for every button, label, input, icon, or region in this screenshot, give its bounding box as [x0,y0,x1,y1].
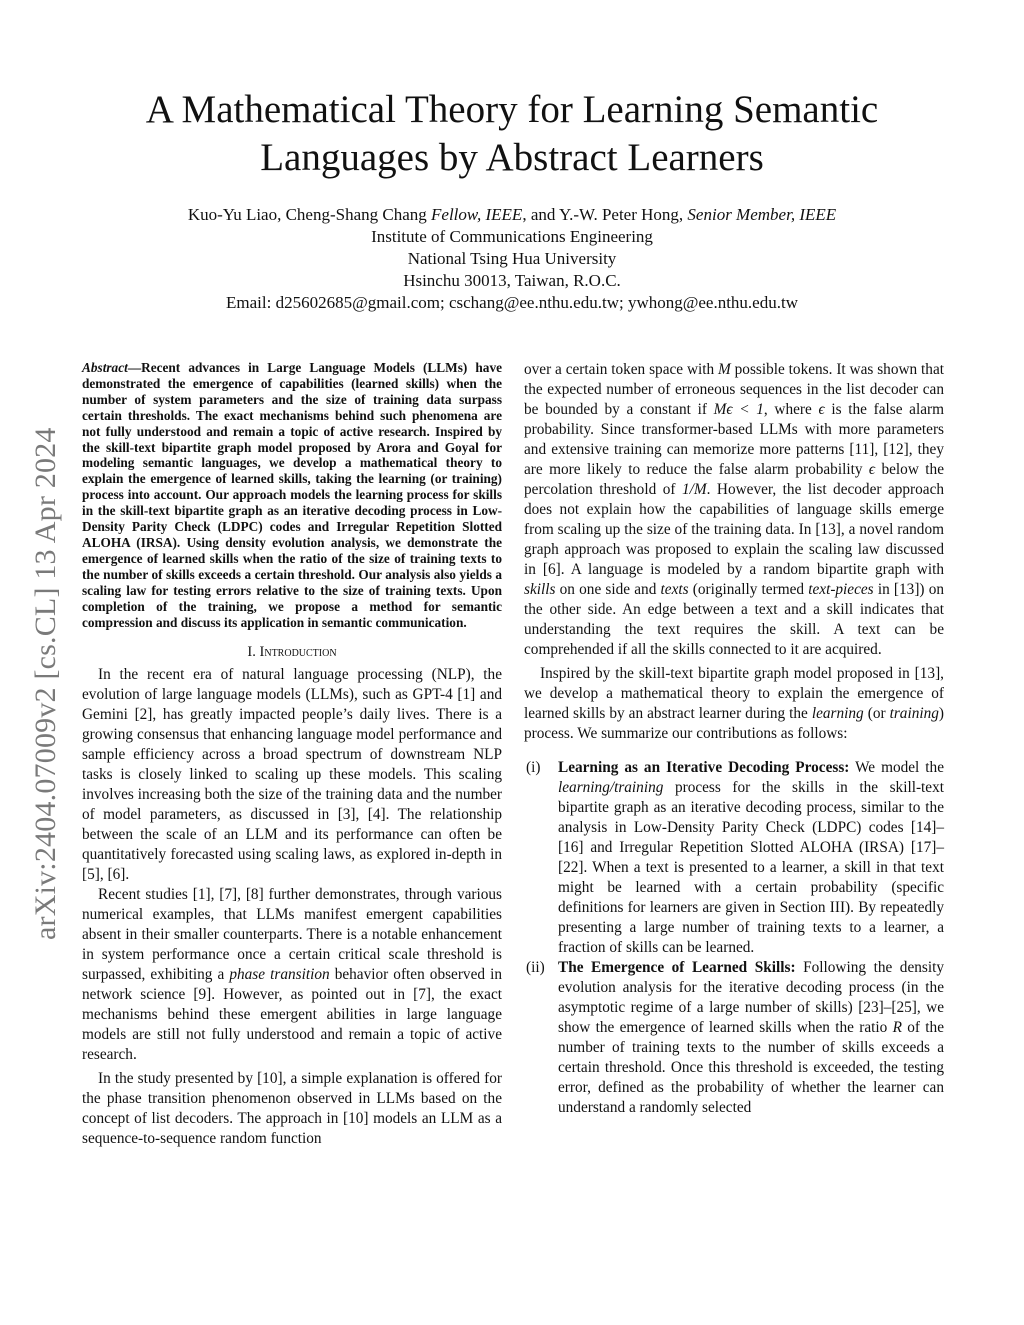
paper-title [80,86,944,182]
left-column [82,360,502,1149]
list-item: (i) Learning as an Iterative Decoding Process: We model the learning/training process for the skills in the skill-text bipartite graph as an iterative decoding process, similar to the analysis in Low-Density Parity Check (LDPC) codes [14]–[16] and Irregular Repetition Slotted ALOHA (IRSA) [17]–[22]. When a text is presented to a learner, a skill in that text might be learned with a certain probability (specific definitions for learners are given in Section III). By repeatedly presenting a large number of training texts to a learner, a fraction of skills can be learned. [526,759,944,956]
list-item-number: (ii) [526,959,545,976]
right-paragraph-1: over a certain token space with M possible tokens. It was shown that the expected number of erroneous sequences in the list decoder can be bounded by a constant if Mϵ < 1, where ϵ is the false alarm probability. Since transformer-based LLMs with more parameters and extensive training can memorize more patterns [11], [12], they are more likely to reduce the false alarm probability ϵ below the percolation threshold of 1/M. However, the list decoder approach does not explain how the capabilities of language skills emerge from scaling up the size of the training data. In [13], a novel random graph approach was proposed to explain the scaling law discussed in [6]. A language is modeled by a random bipartite graph with skills on one side and texts (originally termed text-pieces in [13]) on the other side. An edge between a text and a skill indicates that understanding the text requires the skill. A text can be comprehended if all the skills connected to it are acquired. [524,361,945,658]
list-item: (ii) The Emergence of Learned Skills: Following the density evolution analysis for the iterative decoding process (in the asymptotic regime of a large number of skills) [23]–[25], we show the emergence of learned skills when the ratio R of the number of training texts to the number of skills exceeds a certain threshold. Once this threshold is exceeded, the testing error, defined as the probability of whether the learner can understand a randomly selected [526,959,944,1116]
list-item-heading: The Emergence of Learned Skills: [558,959,796,976]
list-item-heading: Learning as an Iterative Decoding Process: [558,759,850,776]
intro-paragraph-3: In the study presented by [10], a simple explanation is offered for the phase transition phenomenon observed in LLMs based on the concept of list decoders. The approach in [10] models an LLM as a sequence-to-sequence random function [82,1070,502,1148]
affiliation-line-2: National Tsing Hua University [407,249,617,268]
author-block [80,204,944,314]
list-item-number: (i) [526,759,541,776]
intro-paragraph-1: In the recent era of natural language processing (NLP), the evolution of large language models (LLMs), such as GPT-4 [1] and Gemini [2], has greatly impacted people’s daily lives. There is a growing consensus that enhancing language model performance and sample efficiency across a broad spectrum of downstream NLP tasks is closely linked to scaling up these models. This scaling involves increasing both the size of the training data and the number of model parameters, as discussed in [3], [4]. The relationship between the scale of an LLM and its performance can often be quantitatively forecasted using scaling laws, as explored in-depth in [5], [6]. [82,666,502,884]
author-line: Kuo-Yu Liao, Cheng-Shang Chang Fellow, IEEE, and Y.-W. Peter Hong, Senior Member, IEEE [187,205,837,224]
email-line: Email: d25602685@gmail.com; cschang@ee.nthu.edu.tw; ywhong@ee.nthu.edu.tw [226,293,798,312]
abstract-text: —Recent advances in Large Language Models (LLMs) have demonstrated the emergence of capabilities (learned skills) when the number of system parameters and the size of training data surpass certain thresholds. The exact mechanisms behind such phenomena are not fully understood and remain a topic of active research. Inspired by the skill-text bipartite graph model proposed by Arora and Goyal for modeling semantic languages, we develop a mathematical theory to explain the emergence of learned skills, taking the learning (or training) process into account. Our approach models the learning process for skills in the skill-text bipartite graph as an iterative decoding process in Low-Density Parity Check (LDPC) codes and Irregular Repetition Slotted ALOHA (IRSA). Using density evolution analysis, we demonstrate the emergence of learned skills when the ratio of the size of training texts to the number of skills exceeds a certain threshold. Our analysis also yields a scaling law for testing errors relative to the size of training texts. Upon completion of the training, we propose a method for semantic compression and discuss its application in semantic communication. [82,360,502,630]
title-line-2: Languages by Abstract Learners [260,136,764,179]
arxiv-stamp: arXiv:2404.07009v2 [cs.CL] 13 Apr 2024 [29,427,62,940]
section-heading-introduction: I. Introduction [247,644,337,661]
affiliation-line-3: Hsinchu 30013, Taiwan, R.O.C. [403,271,621,290]
right-paragraph-2: Inspired by the skill-text bipartite graph model proposed in [13], we develop a mathematical theory to explain the emergence of learned skills by an abstract learner during the learning (or training) process. We summarize our contributions as follows: [524,665,944,742]
title-line-1: A Mathematical Theory for Learning Semantic [145,88,879,131]
author-role-fellow: Fellow, IEEE [431,205,523,224]
author-role-senior: Senior Member, IEEE [687,205,837,224]
abstract-label: Abstract [82,360,128,375]
affiliation-line-1: Institute of Communications Engineering [371,227,653,246]
contribution-list [524,758,944,1118]
right-column [524,360,944,1118]
abstract [82,360,502,630]
intro-paragraph-2: Recent studies [1], [7], [8] further demonstrates, through various numerical examples, that LLMs manifest emergent capabilities absent in their smaller counterparts. There is a notable enhancement in system performance once a certain critical scale threshold is surpassed, exhibiting a phase transition behavior often observed in network science [9]. However, as pointed out in [7], the exact mechanisms behind these emergent abilities in large language models are still not fully understood and remain a topic of active research. [82,886,502,1064]
